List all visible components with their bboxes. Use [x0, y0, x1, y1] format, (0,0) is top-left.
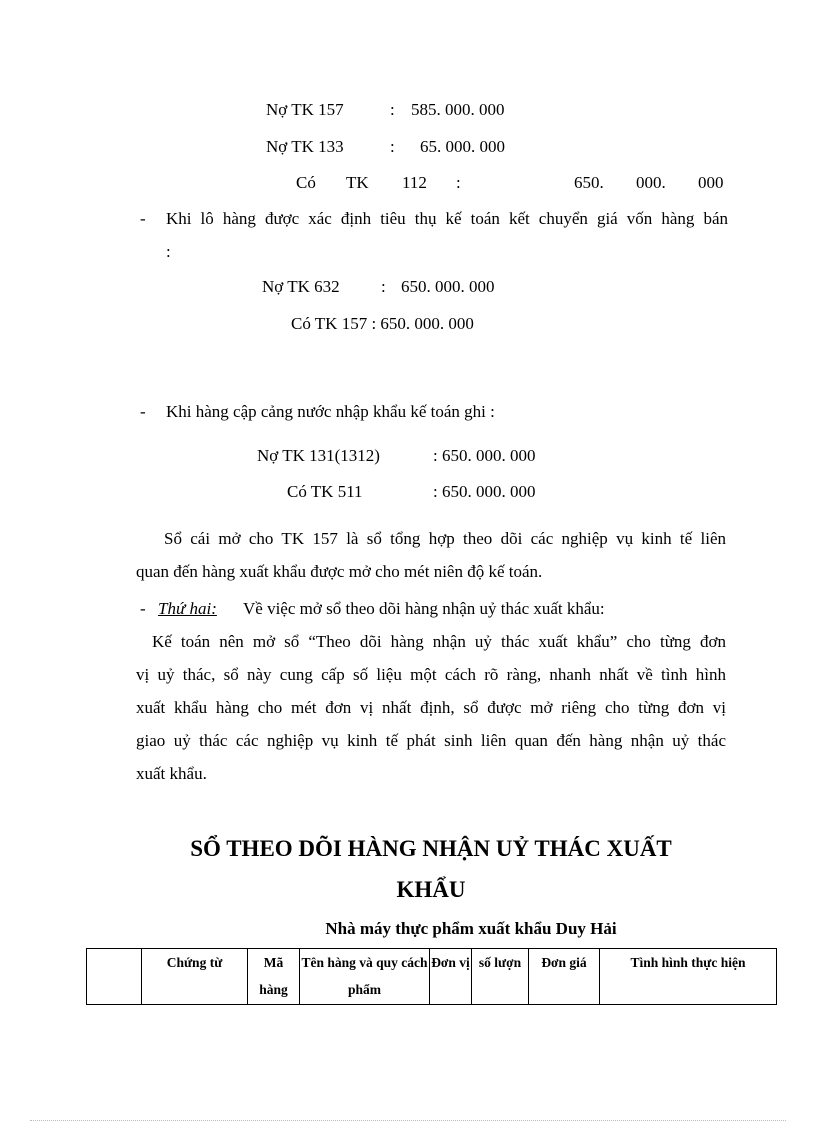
entry-sep: : [390, 100, 395, 119]
bullet-dash: - [140, 209, 146, 228]
header-cell-blank [87, 949, 142, 1005]
paragraph-1-line-2: quan đến hàng xuất khẩu được mở cho mét niên độ kế toán. [136, 562, 543, 581]
account-label: Nợ TK 133 [266, 137, 344, 156]
entry-amount: : 650. 000. 000 [433, 482, 536, 501]
bullet-label: Thứ hai: [158, 599, 217, 618]
entry-amount-part: 000 [698, 173, 724, 192]
entry-amount-part: 650. [574, 173, 604, 192]
entry-credit-tk: TK [346, 173, 369, 192]
entry-sep: : [381, 277, 386, 296]
paragraph-2-line-2: vị uỷ thác, sổ này cung cấp số liệu một cách rõ ràng, nhanh nhất về tình hình [136, 665, 726, 684]
entry-credit-157: Có TK 157 : 650. 000. 000 [291, 314, 474, 333]
header-cell-ma-hang: Mã hàng [248, 949, 300, 1005]
bullet-text: Khi lô hàng được xác định tiêu thụ kế toán kết chuyển giá vốn hàng bán [166, 209, 728, 228]
bullet-continuation: : [166, 242, 171, 261]
entry-credit-num: 112 [402, 173, 427, 192]
paragraph-2-line-3: xuất khẩu hàng cho mét đơn vị nhất định, sổ được mở riêng cho từng đơn vị [136, 698, 726, 717]
entry-credit-co: Có [296, 173, 316, 192]
paragraph-2-line-5: xuất khẩu. [136, 764, 207, 783]
header-cell-don-gia: Đơn giá [529, 949, 600, 1005]
bullet-text: Khi hàng cập cảng nước nhập khẩu kế toán ghi : [166, 402, 495, 421]
page-title-line-1: SỔ THEO DÕI HÀNG NHẬN UỶ THÁC XUẤT [190, 836, 672, 861]
table-header-row [87, 949, 777, 1005]
entry-sep: : [456, 173, 461, 192]
header-cell-ten-hang: Tên hàng và quy cách phẩm [300, 949, 430, 1005]
bullet-dash: - [140, 402, 146, 421]
entry-sep: : [390, 137, 395, 156]
entry-debit-133 [266, 137, 344, 157]
paragraph-2-line-1: Kế toán nên mở sổ “Theo dõi hàng nhận uỷ thác xuất khẩu” cho từng đơn [152, 632, 726, 651]
entry-amount: 585. 000. 000 [411, 100, 505, 119]
bullet-text: Về việc mở sổ theo dõi hàng nhận uỷ thác xuất khẩu: [243, 599, 605, 618]
entry-amount: 65. 000. 000 [420, 137, 505, 156]
entry-debit-131: Nợ TK 131(1312) [257, 446, 380, 465]
ledger-table [86, 948, 777, 1005]
entry-debit-632: Nợ TK 632 [262, 277, 340, 296]
header-cell-don-vi: Đơn vị [430, 949, 472, 1005]
header-cell-chung-tu: Chứng từ [142, 949, 248, 1005]
header-cell-tinh-hinh: Tình hình thực hiện [600, 949, 777, 1005]
page-bottom-divider [30, 1120, 786, 1121]
bullet-dash: - [140, 599, 146, 618]
account-label: Nợ TK 157 [266, 100, 344, 119]
company-name: Nhà máy thực phẩm xuất khẩu Duy Hải [325, 919, 617, 938]
entry-credit-511: Có TK 511 [287, 482, 363, 501]
entry-debit-157 [266, 100, 344, 120]
entry-amount: : 650. 000. 000 [433, 446, 536, 465]
page-title-line-2: KHẨU [396, 877, 466, 902]
paragraph-1-line-1: Sổ cái mở cho TK 157 là sổ tổng hợp theo dõi các nghiệp vụ kinh tế liên [164, 529, 726, 548]
entry-amount: 650. 000. 000 [401, 277, 495, 296]
entry-amount-part: 000. [636, 173, 666, 192]
paragraph-2-line-4: giao uỷ thác các nghiệp vụ kinh tế phát sinh liên quan đến hàng nhận uỷ thác [136, 731, 726, 750]
header-cell-so-luong: số lượn [472, 949, 529, 1005]
